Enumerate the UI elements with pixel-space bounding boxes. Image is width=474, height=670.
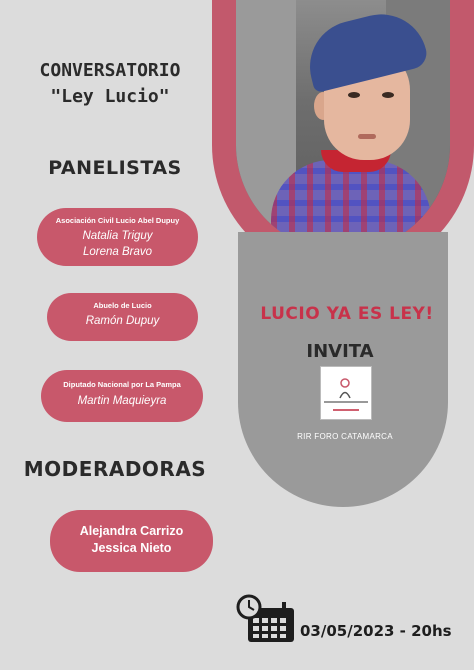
- organizer-name: RIR FORO CATAMARCA: [297, 432, 393, 441]
- event-title: [10, 58, 210, 110]
- panelist-name: Martin Maquieyra: [77, 395, 167, 407]
- panelistas-heading: PANELISTAS: [48, 157, 182, 179]
- rir-logo-icon: [320, 366, 372, 420]
- event-datetime: 03/05/2023 - 20hs: [300, 622, 452, 640]
- moderator-name: Alejandra Carrizo: [79, 524, 184, 538]
- moderators-card: [50, 510, 213, 572]
- panelist-name: Lorena Bravo: [82, 246, 153, 258]
- moderadoras-heading: MODERADORAS: [23, 457, 207, 481]
- calendar-clock-icon: [236, 594, 298, 646]
- panelist-card-2: [47, 293, 198, 341]
- panelist-role: Abuelo de Lucio: [93, 301, 152, 310]
- panelist-name: Natalia Triguy: [82, 230, 153, 242]
- panelist-card-1: [37, 208, 198, 266]
- panelist-card-3: [41, 370, 203, 422]
- title-line-2: "Ley Lucio": [50, 86, 170, 107]
- panelist-role: Asociación Civil Lucio Abel Dupuy: [55, 216, 180, 225]
- title-line-1: CONVERSATORIO: [39, 60, 181, 81]
- slogan: LUCIO YA ES LEY!: [260, 304, 434, 324]
- child-photo: [236, 0, 450, 252]
- invita-label: INVITA: [306, 341, 374, 362]
- panelist-role: Diputado Nacional por La Pampa: [63, 380, 181, 389]
- moderator-name: Jessica Nieto: [91, 541, 172, 555]
- panelist-name: Ramón Dupuy: [85, 315, 160, 327]
